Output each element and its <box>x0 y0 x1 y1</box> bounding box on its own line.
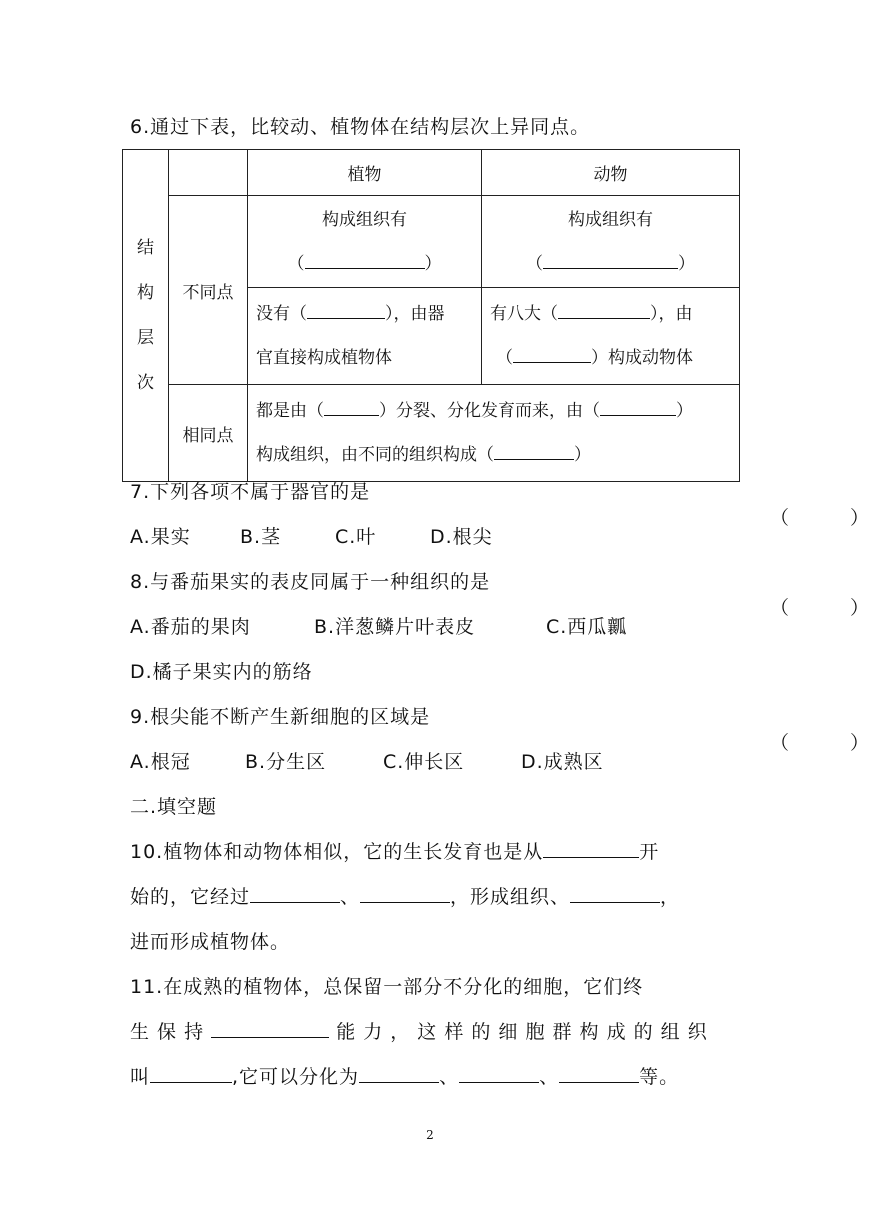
plant-tissue-cell: 构成组织有 （ ） <box>248 196 482 288</box>
q11-line1: 11.在成熟的植物体，总保留一部分不分化的细胞，它们终 <box>130 976 644 998</box>
q10-line1: 10.植物体和动物体相似，它的生长发育也是从 开 <box>130 841 660 863</box>
option-c[interactable]: C.伸长区 <box>383 751 465 773</box>
q7-options <box>130 524 740 550</box>
blank[interactable] <box>360 884 450 903</box>
header-plant: 植物 <box>248 150 482 196</box>
blank[interactable] <box>459 1064 539 1083</box>
same-label: 相同点 <box>169 385 248 482</box>
q8-options <box>130 614 740 640</box>
answer-paren[interactable]: （ ） <box>770 507 870 529</box>
option-c[interactable]: C.西瓜瓤 <box>546 616 628 638</box>
blank[interactable] <box>570 884 660 903</box>
animal-system-cell: 有八大（ ），由 （ ）构成动物体 <box>482 288 740 385</box>
option-b[interactable]: B.茎 <box>240 526 282 548</box>
q7-stem: 7.下列各项不属于器官的是 （ ） <box>130 481 870 529</box>
q8-stem: 8.与番茄果实的表皮同属于一种组织的是 （ ） <box>130 571 870 619</box>
blank[interactable] <box>307 300 385 319</box>
q11-line3: 叫 ,它可以分化为 、 、 等。 <box>130 1066 680 1088</box>
blank[interactable] <box>494 441 574 460</box>
option-a[interactable]: A.番茄的果肉 <box>130 616 251 638</box>
blank[interactable] <box>324 397 379 416</box>
q6-title: 6.通过下表，比较动、植物体在结构层次上异同点。 <box>130 116 591 138</box>
option-d[interactable]: D.成熟区 <box>521 751 604 773</box>
q9-options <box>130 749 740 775</box>
blank[interactable] <box>150 1064 232 1083</box>
q8-option-d[interactable]: D.橘子果实内的筋络 <box>130 661 313 683</box>
blank[interactable] <box>359 1064 439 1083</box>
option-a[interactable]: A.果实 <box>130 526 191 548</box>
q9-stem: 9.根尖能不断产生新细胞的区域是 （ ） <box>130 706 870 754</box>
answer-paren[interactable]: （ ） <box>770 597 870 619</box>
q11-line2: 生 保 持 能 力 ， 这 样 的 细 胞 群 构 成 的 组 织 <box>130 1021 708 1043</box>
option-a[interactable]: A.根冠 <box>130 751 191 773</box>
blank[interactable] <box>543 839 639 858</box>
blank[interactable] <box>305 250 425 269</box>
blank[interactable] <box>250 884 340 903</box>
plant-system-cell: 没有（ ），由器 官直接构成植物体 <box>248 288 482 385</box>
answer-paren[interactable]: （ ） <box>770 732 870 754</box>
section-title: 二.填空题 <box>130 796 218 818</box>
q10-line2: 始的，它经过 、 ，形成组织、 ， <box>130 886 681 908</box>
option-c[interactable]: C.叶 <box>335 526 377 548</box>
row-label-structure-level: 结 构 层 次 <box>123 150 169 482</box>
blank[interactable] <box>600 397 676 416</box>
option-d[interactable]: D.根尖 <box>430 526 493 548</box>
same-points-cell: 都是由（ ）分裂、分化发育而来，由（ ） 构成组织，由不同的组织构成（ ） <box>248 385 740 482</box>
blank[interactable] <box>543 250 678 269</box>
q10-line3: 进而形成植物体。 <box>130 931 291 953</box>
blank[interactable] <box>559 1064 639 1083</box>
animal-tissue-cell: 构成组织有 （ ） <box>482 196 740 288</box>
option-b[interactable]: B.分生区 <box>245 751 327 773</box>
diff-label: 不同点 <box>169 196 248 385</box>
blank[interactable] <box>558 300 650 319</box>
header-animal: 动物 <box>482 150 740 196</box>
corner-cell <box>169 150 248 196</box>
comparison-table <box>122 149 740 482</box>
blank[interactable] <box>513 344 591 363</box>
page-number: 2 <box>426 1128 434 1142</box>
option-b[interactable]: B.洋葱鳞片叶表皮 <box>314 616 476 638</box>
blank[interactable] <box>211 1019 329 1038</box>
